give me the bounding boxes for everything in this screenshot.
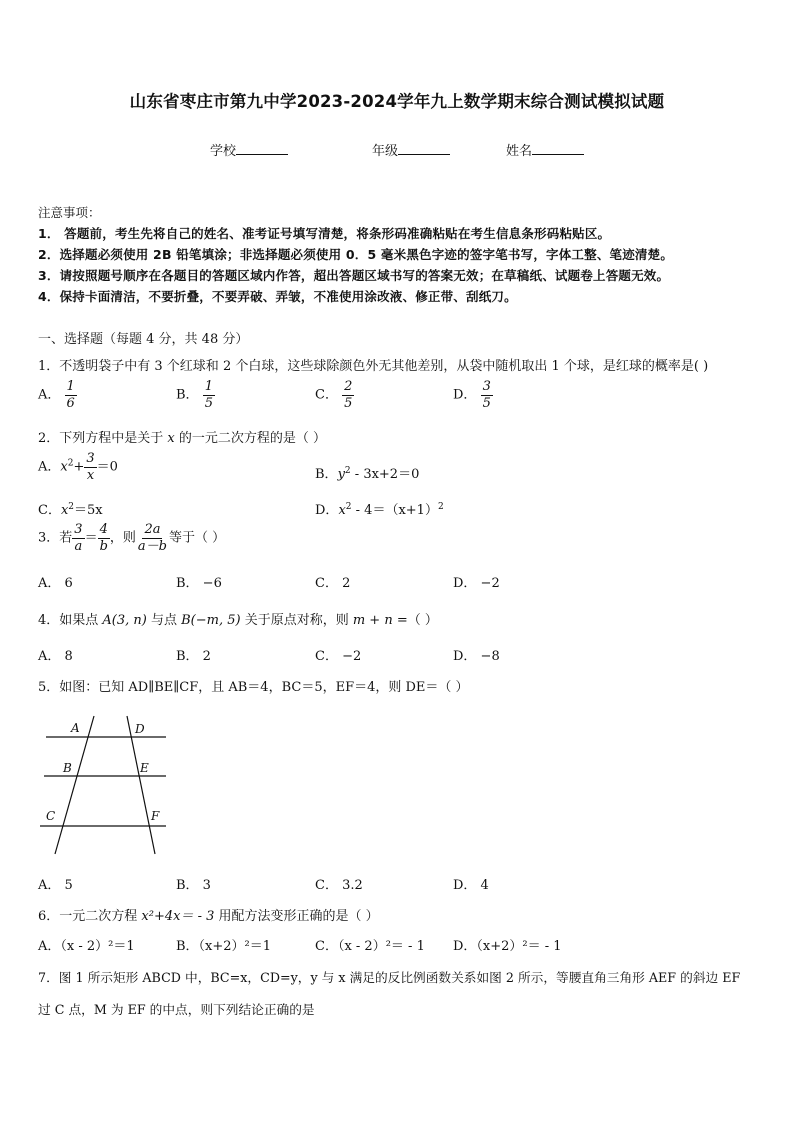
q5-option-c[interactable]: C． 3.2	[315, 878, 363, 893]
question-5-stem: 5．如图：已知 AD∥BE∥CF，且 AB＝4，BC＝5，EF＝4，则 DE＝（ ）	[38, 680, 469, 695]
question-1-stem: 1．不透明袋子中有 3 个红球和 2 个白球，这些球除颜色外无其他差别，从袋中随机取出 1 个球，是红球的概率是( )	[38, 359, 709, 374]
q4-option-c[interactable]: C． −2	[315, 649, 362, 664]
exam-title: 山东省枣庄市第九中学2023-2024学年九上数学期末综合测试模拟试题	[129, 92, 665, 111]
school-blank[interactable]	[236, 142, 288, 155]
note-item: 2．选择题必须使用 2B 铅笔填涂；非选择题必须使用 0．5 毫米黑色字迹的签字笔书写，字体工整、笔迹清楚。	[38, 247, 674, 262]
q1-option-c[interactable]	[315, 380, 354, 410]
grade-blank[interactable]	[398, 142, 450, 155]
q4-option-d[interactable]: D． −8	[453, 649, 500, 664]
question-2-stem: 2．下列方程中是关于 x 的一元二次方程的是（ ）	[38, 431, 327, 446]
q5-figure	[38, 712, 178, 862]
grade-field[interactable]	[372, 140, 450, 159]
q3-option-d[interactable]: D． −2	[453, 576, 500, 591]
fraction: $\frac{1}{6}$	[66, 379, 75, 411]
q4-option-b[interactable]: B． 2	[176, 649, 211, 664]
q3-option-b[interactable]: B． −6	[176, 576, 222, 591]
school-label: 学校	[210, 144, 237, 159]
section-heading: 一、选择题（每题 4 分，共 48 分）	[38, 332, 249, 347]
fraction: $\frac{1}{5}$	[204, 379, 213, 411]
name-label: 姓名	[506, 144, 533, 159]
option-letter: A．	[38, 387, 61, 403]
question-7-line-2: 过 C 点，M 为 EF 的中点，则下列结论正确的是	[38, 1002, 315, 1017]
option-letter: C．	[315, 387, 338, 403]
q6-option-a[interactable]: A．（x - 2）²＝1	[38, 939, 135, 954]
fraction: $\frac{3}{a}$	[74, 522, 83, 554]
q3-option-c[interactable]: C． 2	[315, 576, 351, 591]
option-letter: D．	[453, 387, 477, 403]
name-field[interactable]	[506, 140, 584, 159]
note-item: 4．保持卡面清洁，不要折叠，不要弄破、弄皱，不准使用涂改液、修正带、刮纸刀。	[38, 289, 517, 304]
question-7-line-1: 7．图 1 所示矩形 ABCD 中，BC=x，CD=y，y 与 x 满足的反比例函数关系如图 2 所示，等腰直角三角形 AEF 的斜边 EF	[38, 970, 741, 985]
school-field[interactable]	[210, 140, 288, 159]
fraction: $\frac{3}{5}$	[482, 379, 491, 411]
q1-option-d[interactable]	[453, 380, 493, 410]
label-f: F	[151, 809, 160, 823]
label-c: C	[46, 809, 56, 823]
name-blank[interactable]	[532, 142, 584, 155]
question-6-stem: 6．一元二次方程 x²+4x＝ - 3 用配方法变形正确的是（ ）	[38, 909, 379, 924]
q2-option-b[interactable]: B．$y^2 - 3x+2=0$	[315, 466, 420, 482]
q6-option-d[interactable]: D．（x+2）²＝ - 1	[453, 939, 562, 954]
fraction: $\frac{3}{x}$	[86, 451, 95, 483]
option-letter: B．	[176, 387, 199, 403]
q2-option-c[interactable]: C．$x^2=5x$	[38, 502, 103, 518]
question-4-stem: 4．如果点 A(3, n) 与点 B(−m, 5) 关于原点对称，则 m + n =（ ）	[38, 613, 438, 628]
notes-heading: 注意事项：	[38, 205, 101, 220]
q5-option-a[interactable]: A． 5	[38, 878, 73, 893]
q1-option-b[interactable]	[176, 380, 215, 410]
q2-option-d[interactable]: D．$x^2 - 4=(x+1)^2$	[315, 502, 444, 518]
q2-option-a[interactable]: A．$x^2+$ $\frac{3}{x}$ ＝0	[38, 451, 118, 483]
label-a: A	[71, 721, 80, 735]
label-b: B	[63, 761, 72, 775]
q6-option-c[interactable]: C．（x - 2）²＝ - 1	[315, 939, 425, 954]
question-3-stem: 3．若 $\frac{3}{a}$ ＝ $\frac{4}{b}$ ，则 $\frac{2a}{a-b}$ 等于（ ）	[38, 522, 226, 554]
q5-option-b[interactable]: B． 3	[176, 878, 211, 893]
note-item: 1． 答题前，考生先将自己的姓名、准考证号填写清楚，将条形码准确粘贴在考生信息条形码粘贴区。	[38, 226, 611, 241]
q3-option-a[interactable]: A． 6	[38, 576, 73, 591]
q5-option-d[interactable]: D． 4	[453, 878, 489, 893]
q6-option-b[interactable]: B．（x+2）²＝1	[176, 939, 272, 954]
fraction: $\frac{2a}{a-b}$	[137, 522, 167, 554]
label-e: E	[140, 761, 149, 775]
fraction: $\frac{2}{5}$	[344, 379, 353, 411]
note-item: 3．请按照题号顺序在各题目的答题区域内作答，超出答题区域书写的答案无效；在草稿纸、试题卷上答题无效。	[38, 268, 670, 283]
q4-option-a[interactable]: A． 8	[38, 649, 73, 664]
fraction: $\frac{4}{b}$	[99, 522, 108, 554]
grade-label: 年级	[372, 144, 399, 159]
q1-option-a[interactable]	[38, 380, 77, 410]
label-d: D	[135, 722, 145, 736]
